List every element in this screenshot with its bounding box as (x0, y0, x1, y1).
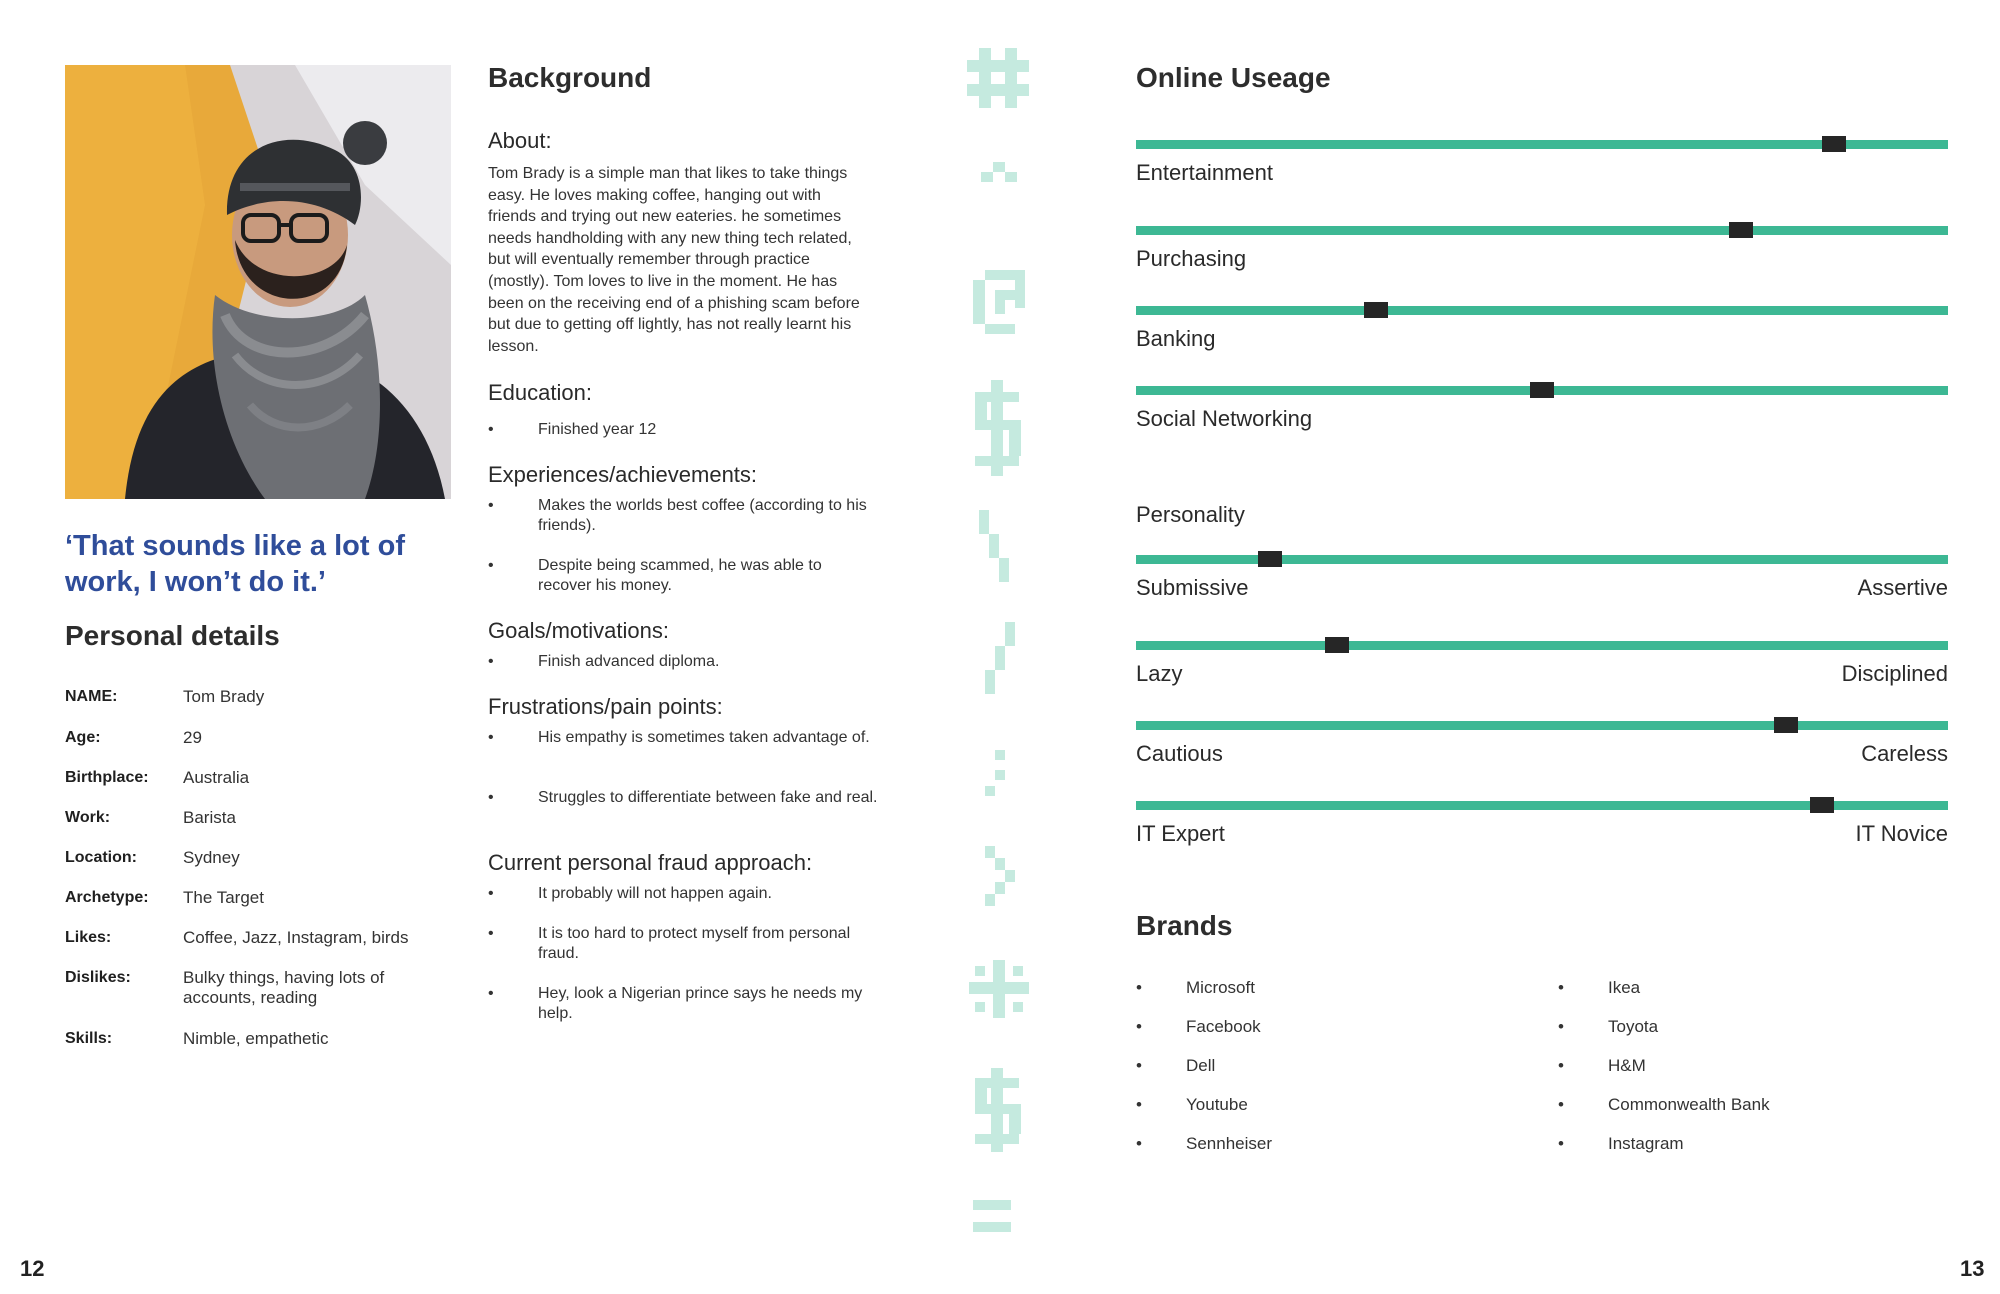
bullet: • (1558, 978, 1564, 997)
brand-name: Ikea (1608, 978, 1641, 997)
experience-item: Despite being scammed, he was able to recover his money. (538, 557, 822, 594)
usage-marker (1530, 382, 1554, 398)
goals-heading: Goals/motivations: (488, 618, 669, 643)
page-number-left: 12 (20, 1256, 45, 1281)
personality-scale-lazy-disciplined (1136, 639, 1948, 689)
brands-title: Brands (1136, 910, 1233, 941)
fraud-item: It is too hard to protect myself from personal fraud. (538, 925, 851, 962)
frustration-item: His empathy is sometimes taken advantage of. (538, 729, 870, 746)
bullet: • (488, 729, 494, 746)
scale-left-label: Lazy (1136, 661, 1183, 686)
fraud-item: It probably will not happen again. (538, 885, 772, 902)
usage-label: Purchasing (1136, 246, 1247, 271)
frustrations-heading: Frustrations/pain points: (488, 694, 723, 719)
at-glyph-icon (973, 270, 1025, 334)
goal-item: Finish advanced diploma. (538, 653, 720, 670)
personality-title: Personality (1136, 502, 1245, 527)
bullet: • (488, 421, 494, 438)
usage-bar-purchasing (1136, 224, 1948, 274)
fraud-heading: Current personal fraud approach: (488, 850, 813, 875)
bullet: • (488, 557, 494, 574)
detail-label: Work: (65, 809, 111, 826)
detail-value: Barista (183, 808, 236, 827)
online-usage-title: Online Useage (1136, 62, 1331, 93)
experience-item: Makes the worlds best coffee (according to his friends). (538, 497, 867, 534)
scale-right-label: Careless (1861, 741, 1948, 766)
usage-bar-social-networking (1136, 384, 1948, 434)
usage-marker (1822, 136, 1846, 152)
bullet: • (488, 789, 494, 806)
experiences-heading: Experiences/achievements: (488, 462, 758, 487)
greater-than-glyph-icon (985, 846, 1015, 906)
brand-name: Instagram (1608, 1134, 1684, 1153)
usage-bar-banking (1136, 304, 1948, 354)
persona-photo-illustration (65, 65, 451, 499)
detail-value: The Target (183, 888, 264, 907)
personality-scale-it-expert-novice (1136, 799, 1948, 849)
personality-marker (1774, 717, 1798, 733)
bullet: • (1558, 1134, 1564, 1153)
brand-name: Commonwealth Bank (1608, 1095, 1770, 1114)
bullet: • (1558, 1095, 1564, 1114)
fraud-item: Hey, look a Nigerian prince says he needs my help. (538, 985, 863, 1022)
bullet: • (1136, 1095, 1142, 1114)
detail-value: Nimble, empathetic (183, 1029, 329, 1048)
personality-scale-cautious-careless (1136, 719, 1948, 769)
slash-glyph-icon (985, 622, 1015, 694)
page-number-right: 13 (1960, 1256, 1985, 1281)
bullet: • (1136, 1134, 1142, 1153)
brand-name: Sennheiser (1186, 1134, 1273, 1153)
usage-label: Entertainment (1136, 160, 1273, 185)
caret-glyph-icon (981, 162, 1017, 182)
about-text: Tom Brady is a simple man that likes to take things easy. He loves making coffee, hanging out with friends and trying out new eateries. he sometimes needs handholding with any new thing tech related, but will eventually remember through practice (mostly). Tom loves to live in the moment. He has been on the receiving end of a phishing scam before but due to getting off lightly, has not really learnt his lesson. (488, 165, 860, 355)
detail-label: NAME: (65, 688, 118, 705)
personality-track (1136, 721, 1948, 730)
brand-name: Dell (1186, 1056, 1216, 1075)
personality-marker (1325, 637, 1349, 653)
bullet: • (1136, 978, 1142, 997)
personality-scale-submissive-assertive (1136, 553, 1948, 603)
detail-value: 29 (183, 728, 202, 747)
persona-photo (65, 65, 451, 499)
brand-name: Facebook (1186, 1017, 1261, 1036)
bullet: • (1136, 1056, 1142, 1075)
brand-name: Toyota (1608, 1017, 1659, 1036)
personality-marker (1810, 797, 1834, 813)
scale-right-label: Assertive (1857, 575, 1948, 600)
education-item: Finished year 12 (538, 421, 657, 438)
backslash-glyph-icon (979, 510, 1009, 582)
bullet: • (488, 925, 494, 942)
scale-left-label: Submissive (1136, 575, 1249, 600)
detail-label: Dislikes: (65, 969, 131, 986)
scale-left-label: IT Expert (1136, 821, 1225, 846)
bullet: • (1558, 1056, 1564, 1075)
brand-name: H&M (1608, 1056, 1646, 1075)
usage-track (1136, 226, 1948, 235)
asterisk-glyph-icon (969, 960, 1029, 1018)
personality-track (1136, 641, 1948, 650)
detail-value: Australia (183, 768, 250, 787)
detail-value: Tom Brady (183, 687, 265, 706)
detail-label: Age: (65, 729, 101, 746)
pixel-glyph-column (965, 40, 1045, 1250)
brand-name: Microsoft (1186, 978, 1255, 997)
detail-value: Bulky things, having lots of accounts, reading (183, 968, 385, 1007)
equals-glyph-icon (973, 1200, 1011, 1232)
background-title: Background (488, 62, 652, 93)
detail-label: Birthplace: (65, 769, 149, 786)
detail-label: Skills: (65, 1030, 113, 1047)
usage-marker (1729, 222, 1753, 238)
personality-marker (1258, 551, 1282, 567)
bullet: • (1558, 1017, 1564, 1036)
detail-label: Location: (65, 849, 137, 866)
frustration-item: Struggles to differentiate between fake and real. (538, 789, 878, 806)
bullet: • (488, 885, 494, 902)
usage-bar-entertainment (1136, 138, 1948, 188)
bullet: • (488, 497, 494, 514)
usage-marker (1364, 302, 1388, 318)
hash-glyph-icon (967, 48, 1029, 108)
detail-value: Sydney (183, 848, 240, 867)
scale-right-label: IT Novice (1855, 821, 1948, 846)
about-heading: About: (488, 128, 552, 153)
detail-value: Coffee, Jazz, Instagram, birds (183, 928, 409, 947)
usage-label: Banking (1136, 326, 1216, 351)
usage-label: Social Networking (1136, 406, 1313, 431)
colon-glyph-icon (985, 750, 1005, 796)
education-heading: Education: (488, 380, 592, 405)
scale-left-label: Cautious (1136, 741, 1223, 766)
personal-details-title: Personal details (65, 620, 280, 651)
brand-name: Youtube (1186, 1095, 1248, 1114)
scale-right-label: Disciplined (1841, 661, 1948, 686)
usage-track (1136, 306, 1948, 315)
bullet: • (1136, 1017, 1142, 1036)
bullet: • (488, 653, 494, 670)
dollar-glyph-icon (975, 1068, 1021, 1152)
detail-label: Likes: (65, 929, 112, 946)
bullet: • (488, 985, 494, 1002)
detail-label: Archetype: (65, 889, 149, 906)
persona-quote: ‘That sounds like a lot of work, I won’t do it.’ (65, 530, 405, 598)
dollar-glyph-icon (975, 380, 1021, 476)
